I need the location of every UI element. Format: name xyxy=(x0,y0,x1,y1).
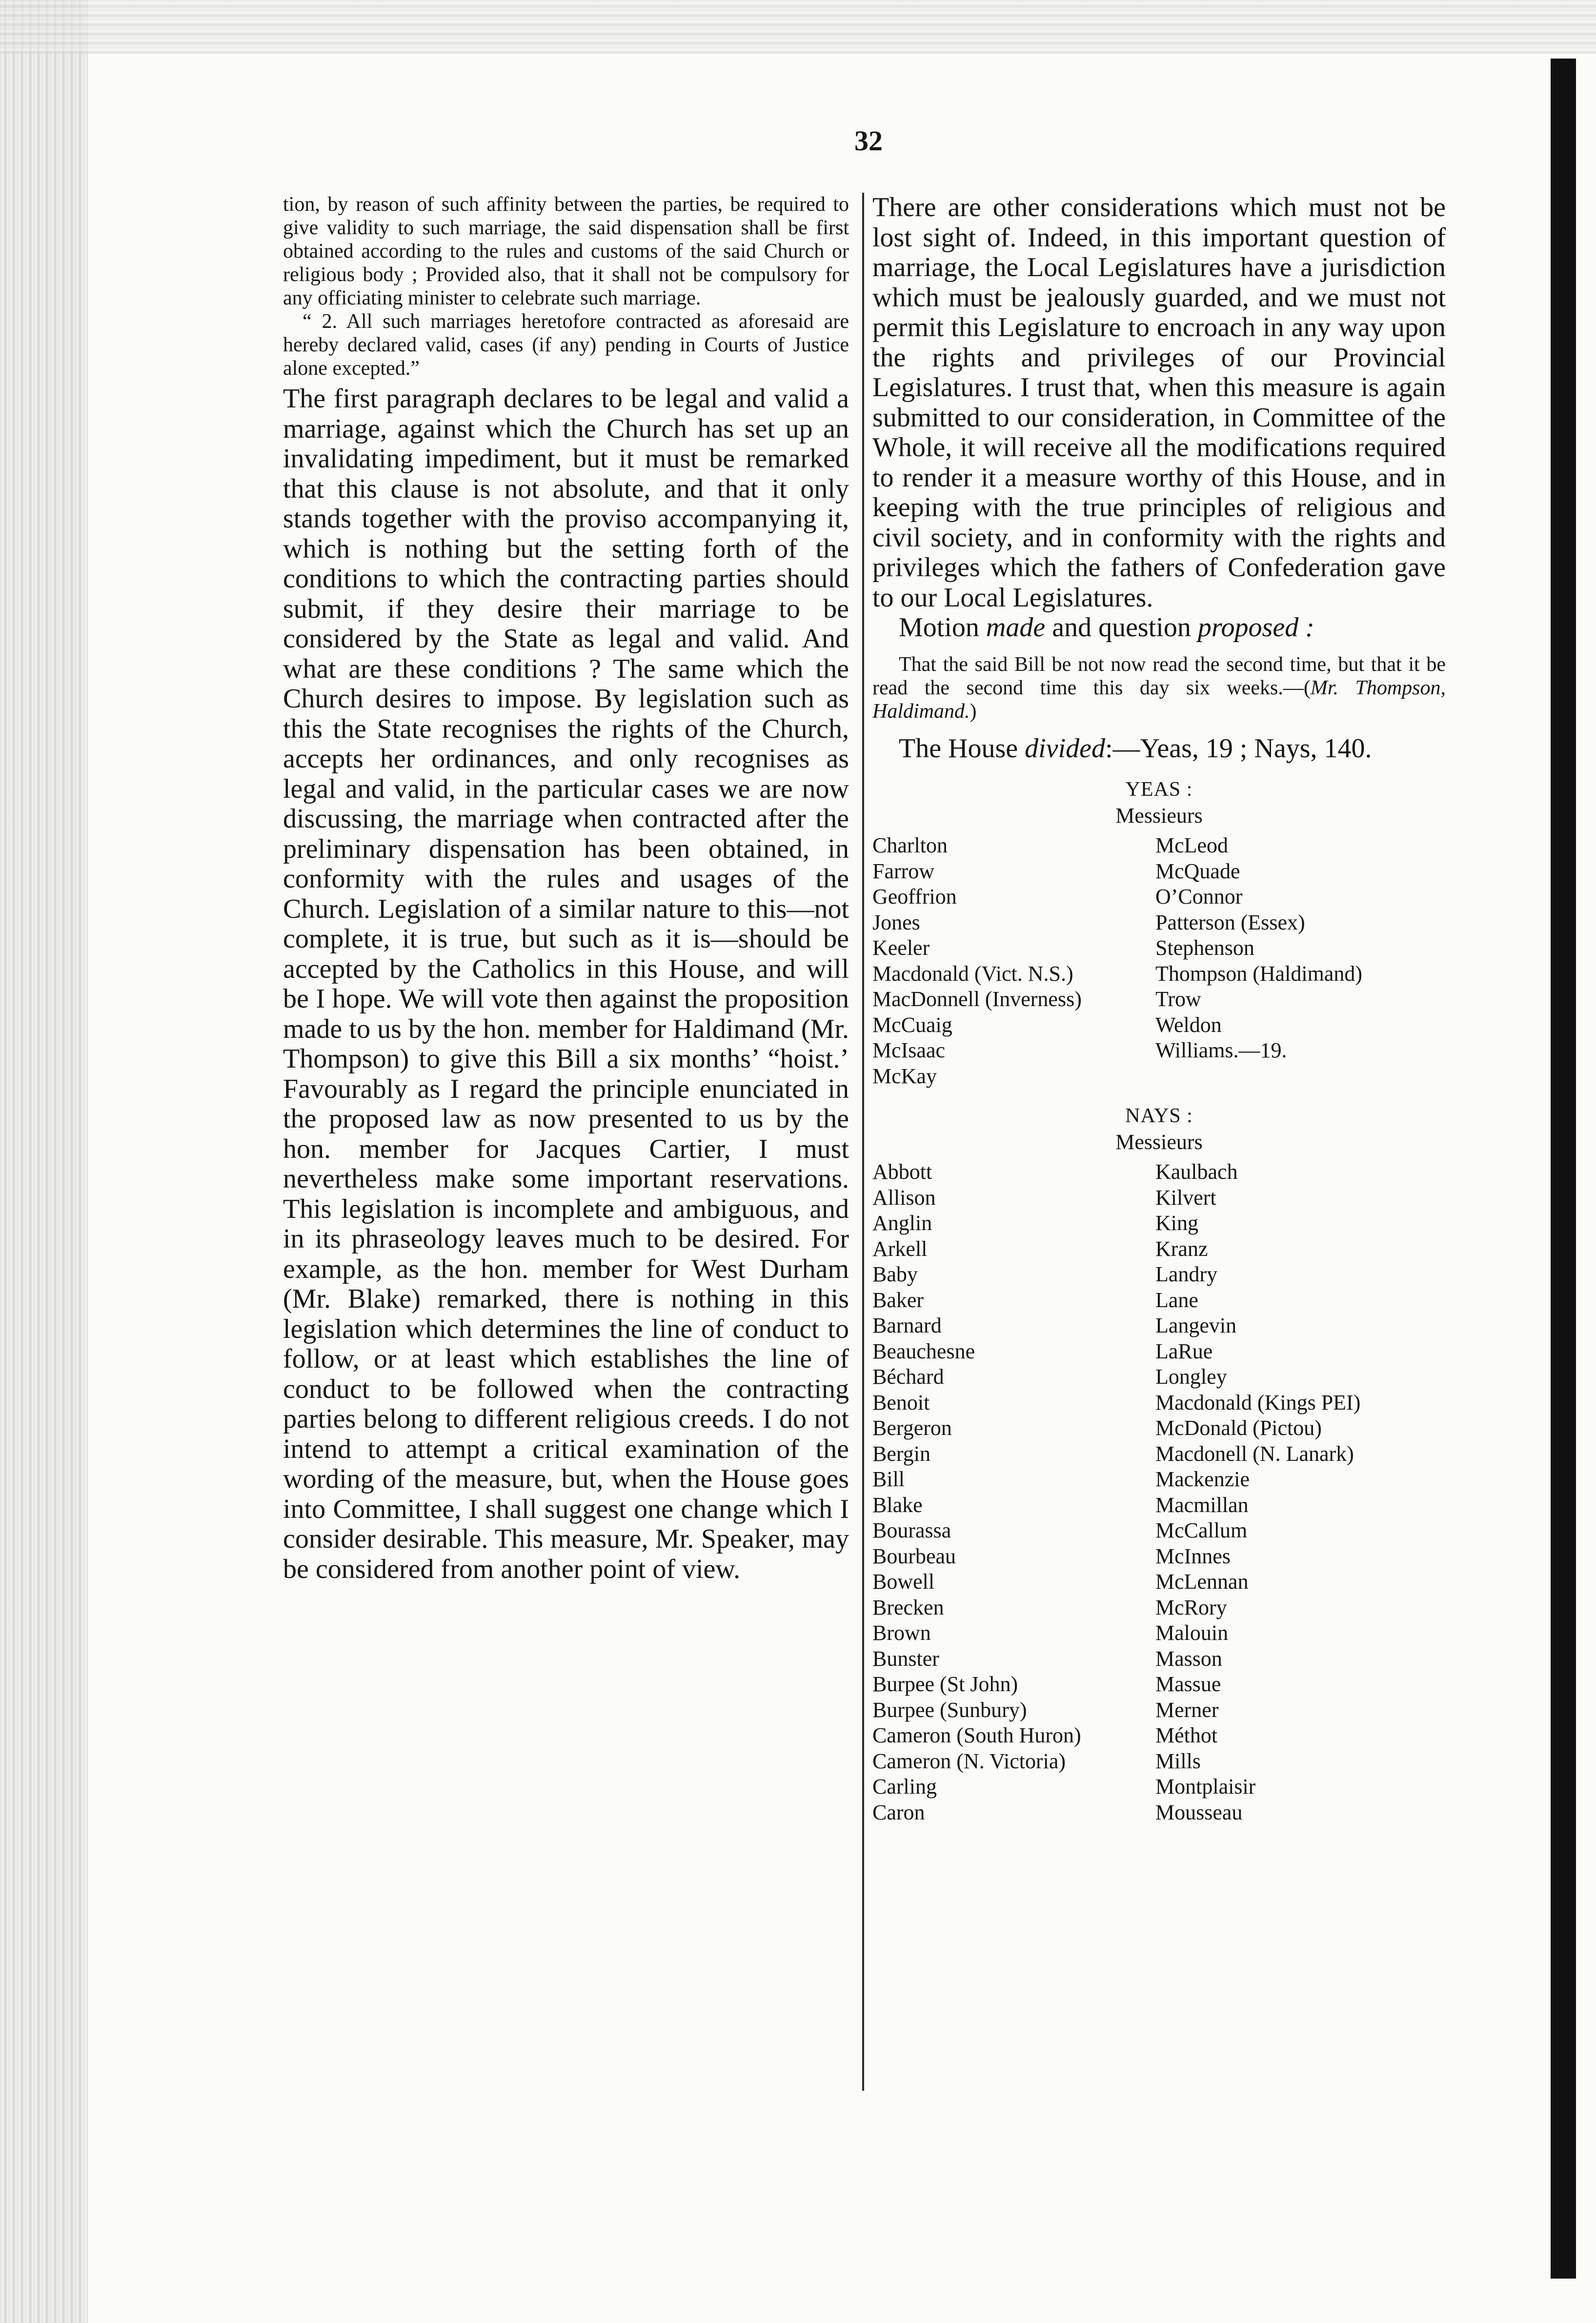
yeas-block xyxy=(872,776,1446,1089)
yea-name: O’Connor xyxy=(1155,885,1243,909)
nay-name: Macdonald (Kings PEI) xyxy=(1155,1390,1361,1414)
nay-name: Malouin xyxy=(1155,1621,1229,1645)
nay-name: Merner xyxy=(1155,1697,1219,1722)
bill-text-continuation: tion, by reason of such affinity between the parties, be required to give validity to such marriage, the said dispensation shall be first obtained according to the rules and customs of the said Church or religious body ; Provided also, that it shall not be compulsory for any officiating minister to celebrate such marriage. xyxy=(283,193,849,309)
nay-name: Béchard xyxy=(872,1365,944,1389)
motion-text-body: That the said Bill be not now read the second time, but that it be read the second time this day six weeks.—( xyxy=(872,653,1446,699)
nay-name: McRory xyxy=(1155,1595,1227,1619)
motion-text-ref: Mr. Thompson, Haldimand. xyxy=(872,676,1446,723)
speech-conclusion: There are other considerations which must not be lost sight of. Indeed, in this important question of marriage, the Local Legislatures have a jurisdiction which must be jealously guarded, and we must not permit this Legislature to encroach in any way upon the rights and privileges of our Provincial Legislatures. I trust that, when this measure is again submitted to our consideration, in Committee of the Whole, it will receive all the modifications required to render it a measure worthy of this House, and in keeping with the true principles of religious and civil society, and in conformity with the rights and privileges which the fathers of Confederation gave to our Local Legislatures. xyxy=(872,192,1446,613)
yea-name: Macdonald (Vict. N.S.) xyxy=(872,961,1073,986)
nay-name: Blake xyxy=(872,1493,923,1517)
nay-name: Bunster xyxy=(872,1646,939,1671)
yea-name: McCuaig xyxy=(872,1012,952,1037)
nays-names-right xyxy=(1155,1159,1446,1825)
nay-name: Langevin xyxy=(1155,1313,1237,1337)
nay-name: Longley xyxy=(1155,1365,1227,1389)
yeas-messieurs: Messieurs xyxy=(1115,804,1203,828)
nay-name: King xyxy=(1155,1211,1198,1235)
nay-name: Beauchesne xyxy=(872,1339,975,1363)
nay-name: McLennan xyxy=(1155,1570,1249,1594)
nay-name: Méthot xyxy=(1155,1723,1218,1747)
yea-name: Williams.—19. xyxy=(1155,1038,1287,1062)
nay-name: Lane xyxy=(1155,1288,1198,1312)
nay-name: Mackenzie xyxy=(1155,1467,1250,1491)
nay-name: Macdonell (N. Lanark) xyxy=(1155,1441,1354,1466)
nays-block xyxy=(872,1103,1446,1825)
nays-names-left xyxy=(872,1159,1155,1825)
house-divided: divided xyxy=(1025,733,1105,764)
nay-name: Bourbeau xyxy=(872,1544,956,1568)
nay-name: Baker xyxy=(872,1288,924,1312)
nay-name: Cameron (N. Victoria) xyxy=(872,1749,1066,1773)
yea-name: Jones xyxy=(872,910,920,934)
yea-name xyxy=(1155,1064,1446,1090)
yea-name: McIsaac xyxy=(872,1038,946,1062)
scan-edge-right xyxy=(1551,59,1576,2279)
nay-name: Brecken xyxy=(872,1595,944,1619)
nay-name: Bowell xyxy=(872,1570,935,1594)
nay-name: Caron xyxy=(872,1800,925,1824)
speech-paragraph: The first paragraph declares to be legal and valid a marriage, against which the Church has set up an invalidating impediment, but it must be remarked that this clause is not absolute, and that it only stands together with the proviso accompanying it, which is nothing but the setting forth of the conditions to which the contracting parties should submit, if they desire their marriage to be considered by the State as legal and valid. And what are these conditions ? The same which the Church desires to impose. By legislation such as this the State recognises the rights of the Church, accepts her ordinances, and only recognises as legal and valid, in the particular cases we are now discussing, the marriage when contracted after the preliminary dispensation has been obtained, in conformity with the rules and usages of the Church. Legislation of a similar nature to this—not complete, it is true, but such as it is—should be accepted by the Catholics in this House, and will be I hope. We will vote then against the proposition made to us by the hon. member for Haldimand (Mr. Thompson) to give this Bill a six months’ “hoist.’ Favourably as I regard the principle enunciated in the proposed law as now presented to us by the hon. member for Jacques Cartier, I must nevertheless make some important reservations. This legislation is incomplete and ambiguous, and in its phraseology leaves much to be desired. For example, as the hon. member for West Durham (Mr. Blake) remarked, there is nothing in this legislation which determines the line of conduct to follow, or at least which establishes the line of conduct to be followed when the contracting parties belong to different religious creeds. I do not intend to attempt a critical examination of the wording of the measure, but, when the House goes into Committee, I shall suggest one change which I consider desirable. This measure, Mr. Speaker, may be considered from another point of view. xyxy=(283,384,849,1584)
nays-heading: NAYS : xyxy=(1125,1105,1193,1127)
nay-name: McDonald (Pictou) xyxy=(1155,1416,1322,1440)
nay-name: Abbott xyxy=(872,1160,932,1184)
right-column xyxy=(872,193,1446,2096)
nay-name: Bill xyxy=(872,1467,905,1491)
nay-name: Arkell xyxy=(872,1236,928,1261)
nay-name: Bourassa xyxy=(872,1518,951,1542)
motion-proposed: proposed : xyxy=(1197,612,1314,643)
yea-name: Charlton xyxy=(872,833,948,857)
scan-edge-top xyxy=(0,0,1596,54)
nay-name: LaRue xyxy=(1155,1339,1213,1363)
nay-name: Burpee (St John) xyxy=(872,1672,1018,1696)
nay-name: Bergeron xyxy=(872,1416,952,1440)
nays-messieurs: Messieurs xyxy=(1115,1130,1203,1154)
nay-name: Landry xyxy=(1155,1262,1218,1286)
nay-name: Kranz xyxy=(1155,1236,1208,1261)
motion-made: made xyxy=(986,612,1046,643)
yea-name: Trow xyxy=(1155,987,1201,1011)
nay-name: Kilvert xyxy=(1155,1185,1216,1210)
nay-name: Anglin xyxy=(872,1211,932,1235)
yea-name: Patterson (Essex) xyxy=(1155,910,1305,934)
house-result: :—Yeas, 19 ; Nays, 140. xyxy=(1105,733,1372,764)
yea-name: McQuade xyxy=(1155,859,1240,883)
yeas-heading: YEAS : xyxy=(1125,778,1193,801)
nay-name: Mills xyxy=(1155,1749,1201,1773)
yeas-names-right xyxy=(1155,833,1446,1089)
yea-name: Keeler xyxy=(872,936,930,960)
column-divider xyxy=(862,193,864,2091)
nay-name: Macmillan xyxy=(1155,1493,1249,1517)
nay-name: Allison xyxy=(872,1185,936,1210)
nay-name: Kaulbach xyxy=(1155,1160,1238,1184)
nay-name: Carling xyxy=(872,1775,937,1798)
yeas-names xyxy=(872,833,1446,1089)
nay-name: McInnes xyxy=(1155,1544,1231,1568)
yea-name: Farrow xyxy=(872,859,935,883)
motion-and: and question xyxy=(1052,612,1191,643)
yeas-names-left xyxy=(872,833,1155,1089)
nay-name: Masson xyxy=(1155,1646,1222,1671)
yea-name: Weldon xyxy=(1155,1012,1222,1037)
scan-edge-left xyxy=(0,0,88,2323)
motion-text-end: ) xyxy=(970,700,977,723)
nay-name: Burpee (Sunbury) xyxy=(872,1697,1027,1722)
bill-clause-2: “ 2. All such marriages heretofore contracted as aforesaid are hereby declared valid, cases (if any) pending in Courts of Justice alone excepted.” xyxy=(283,310,849,380)
nay-name: Bergin xyxy=(872,1441,930,1466)
division-line xyxy=(872,734,1446,764)
page-number: 32 xyxy=(854,125,883,157)
nay-name: Brown xyxy=(872,1621,931,1645)
yea-name: McLeod xyxy=(1155,833,1229,857)
yea-name: MacDonnell (Inverness) xyxy=(872,987,1082,1011)
motion-lead: Motion xyxy=(899,612,979,643)
nay-name: Baby xyxy=(872,1262,918,1286)
nay-name: Massue xyxy=(1155,1672,1221,1696)
yea-name: Thompson (Haldimand) xyxy=(1155,961,1363,986)
yea-name: Stephenson xyxy=(1155,936,1254,960)
nay-name: Barnard xyxy=(872,1313,942,1337)
left-column xyxy=(283,193,849,2096)
nay-name: Benoit xyxy=(872,1390,930,1414)
nay-name: Montplaisir xyxy=(1155,1775,1256,1798)
nay-name: Mousseau xyxy=(1155,1800,1243,1824)
yea-name: McKay xyxy=(872,1064,937,1088)
nay-name: Cameron (South Huron) xyxy=(872,1723,1081,1747)
motion-text xyxy=(872,653,1446,723)
motion-line xyxy=(872,613,1446,643)
nays-names xyxy=(872,1159,1446,1825)
nay-name: McCallum xyxy=(1155,1518,1248,1542)
yea-name: Geoffrion xyxy=(872,885,957,909)
house-lead: The House xyxy=(899,733,1018,764)
